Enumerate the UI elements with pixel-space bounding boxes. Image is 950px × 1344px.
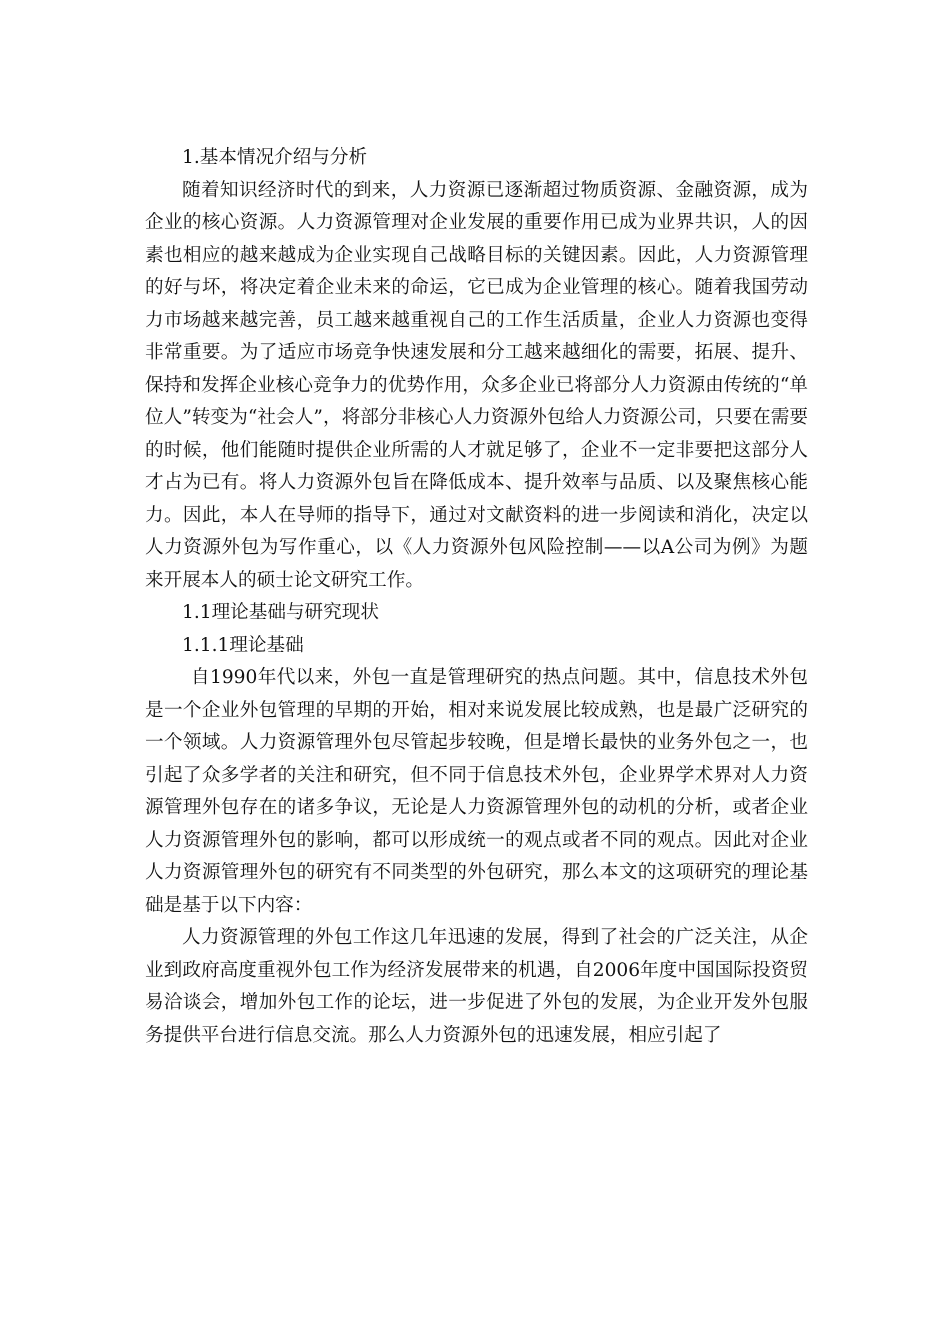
paragraph-outsourcing-growth: 人力资源管理的外包工作这几年迅速的发展，得到了社会的广泛关注，从企业到政府高度重视外包工作为经济发展带来的机遇，自2006年度中国国际投资贸易洽谈会，增加外包工作的论坛，进一步促进了外包的发展，为企业开发外包服务提供平台进行信息交流。那么人力资源外包的迅速发展，相应引起了: [145, 927, 808, 1046]
paragraph-intro: 随着知识经济时代的到来，人力资源已逐渐超过物质资源、金融资源，成为企业的核心资源。人力资源管理对企业发展的重要作用已成为业界共识，人的因素也相应的越来越成为企业实现自己战略目标的关键因素。因此，人力资源管理的好与坏，将决定着企业未来的命运，它已成为企业管理的核心。随着我国劳动力市场越来越完善，员工越来越重视自己的工作生活质量，企业人力资源也变得非常重要。为了适应市场竞争快速发展和分工越来越细化的需要，拓展、提升、保持和发挥企业核心竞争力的优势作用，众多企业已将部分人力资源由传统的“单位人”转变为“社会人”，将部分非核心人力资源外包给人力资源公司，只要在需要的时候，他们能随时提供企业所需的人才就足够了，企业不一定非要把这部分人才占为已有。将人力资源外包旨在降低成本、提升效率与品质、以及聚焦核心能力。因此，本人在导师的指导下，通过对文献资料的进一步阅读和消化，决定以人力资源外包为写作重心，以《人力资源外包风险控制——以A公司为例》为题来开展本人的硕士论文研究工作。: [145, 179, 808, 591]
section-heading-1: 1.基本情况介绍与分析: [182, 147, 368, 168]
section-heading-1-1: 1.1理论基础与研究现状: [182, 602, 379, 623]
document-body: [145, 142, 808, 1052]
section-heading-1-1-1: 1.1.1理论基础: [182, 634, 304, 656]
paragraph-theory-basis: 自1990年代以来，外包一直是管理研究的热点问题。其中，信息技术外包是一个企业外包管理的早期的开始，相对来说发展比较成熟，也是最广泛研究的一个领域。人力资源管理外包尽管起步较晚，但是增长最快的业务外包之一，也引起了众多学者的关注和研究，但不同于信息技术外包，企业界学术界对人力资源管理外包存在的诸多争议，无论是人力资源管理外包的动机的分析，或者企业人力资源管理外包的影响，都可以形成统一的观点或者不同的观点。因此对企业人力资源管理外包的研究有不同类型的外包研究，那么本文的这项研究的理论基础是基于以下内容：: [145, 667, 808, 916]
